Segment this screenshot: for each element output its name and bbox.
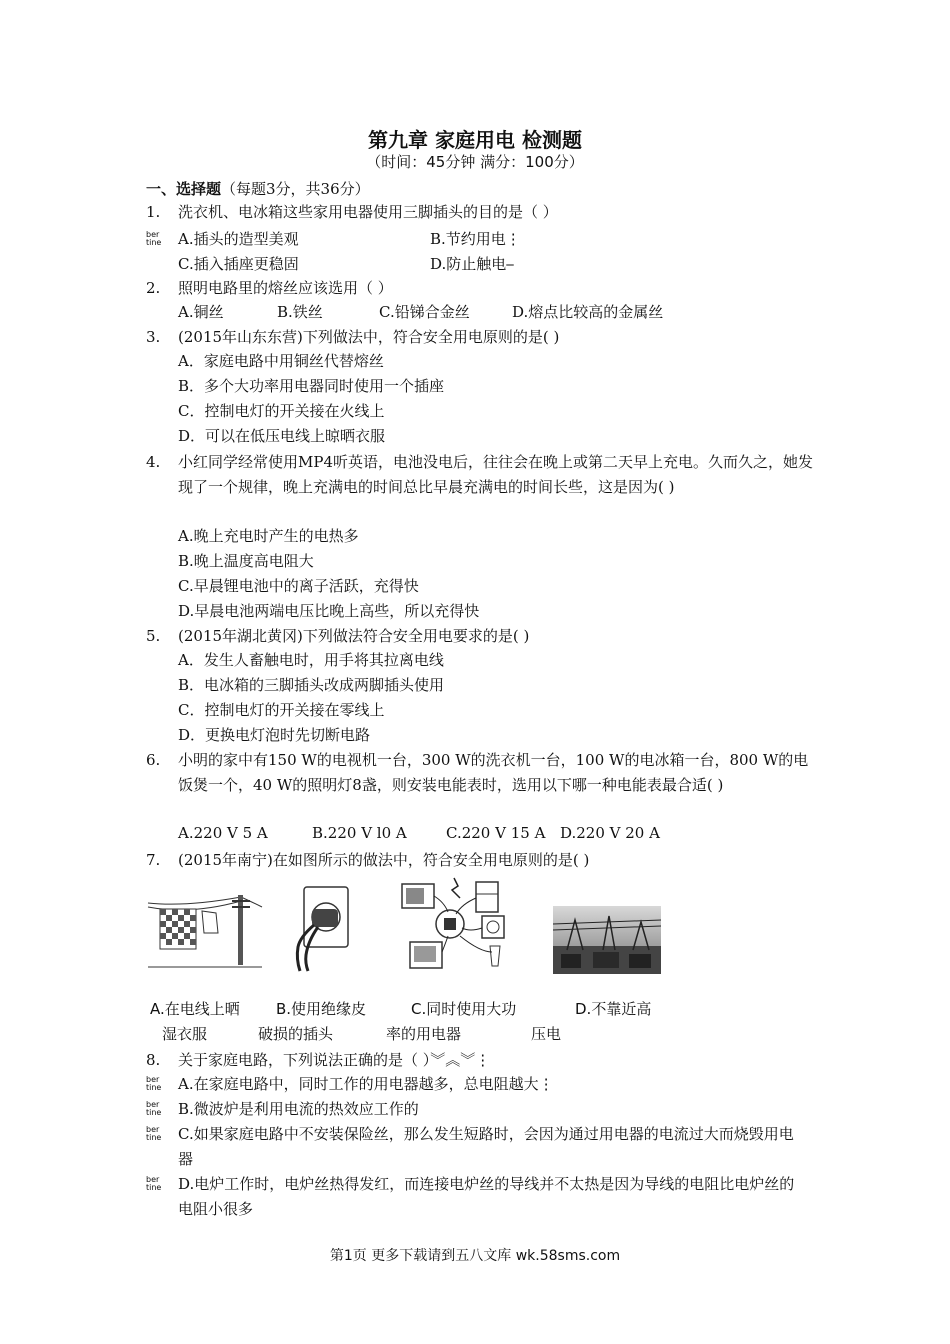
question-text: 照明电路里的熔丝应该选用（ ）: [178, 279, 393, 297]
caption-a-line2: 湿衣服: [162, 1025, 208, 1043]
option-b[interactable]: B.晚上温度高电阻大: [178, 552, 314, 570]
question-number: 7.: [146, 851, 161, 869]
option-d[interactable]: D．更换电灯泡时先切断电路: [178, 726, 371, 744]
option-c[interactable]: C.铅锑合金丝: [379, 303, 470, 321]
damaged-plug-image: [290, 885, 352, 973]
option-a[interactable]: A．发生人畜触电时，用手将其拉离电线: [178, 651, 444, 669]
caption-b-line2: 破损的插头: [258, 1025, 334, 1043]
section-note: （每题3分，共36分）: [221, 180, 370, 198]
caption-d-line1[interactable]: D.不靠近高: [575, 1000, 652, 1018]
option-c-text: C.如果家庭电路中不安装保险丝，那么发生短路时，会因为通过用电器的电流过大而烧毁用电器: [178, 1125, 794, 1168]
option-a[interactable]: A.铜丝: [178, 303, 224, 321]
overloaded-socket-image: [400, 872, 518, 974]
option-b[interactable]: B.220 V l0 A: [312, 824, 407, 842]
option-b[interactable]: B．电冰箱的三脚插头改成两脚插头使用: [178, 676, 445, 694]
option-c[interactable]: C．控制电灯的开关接在火线上: [178, 402, 385, 420]
section-heading: [146, 178, 370, 199]
question-number: 4.: [146, 453, 161, 471]
high-voltage-station-image: [553, 906, 661, 974]
margin-mark: ber tine: [146, 1175, 162, 1192]
margin-mark: ber tine: [146, 230, 162, 247]
question-number: 3.: [146, 328, 161, 346]
question-number: 2.: [146, 279, 161, 297]
option-a[interactable]: A.插头的造型美观: [178, 230, 299, 248]
question-text: 关于家庭电路，下列说法正确的是（ ）︾︽︾⋮: [178, 1051, 491, 1069]
option-d[interactable]: D.熔点比较高的金属丝: [512, 303, 664, 321]
option-b[interactable]: B.铁丝: [277, 303, 323, 321]
question-text: 小红同学经常使用MP4听英语，电池没电后，往往会在晚上或第二天早上充电。久而久之，她发现了一个规律，晚上充满电的时间总比早晨充满电的时间长些，这是因为( ): [178, 453, 813, 496]
option-d[interactable]: D.220 V 20 A: [560, 824, 660, 842]
caption-b-line1[interactable]: B.使用绝缘皮: [276, 1000, 367, 1018]
option-d[interactable]: D．可以在低压电线上晾晒衣服: [178, 427, 386, 445]
option-d[interactable]: D.防止触电⎯: [430, 255, 514, 273]
question-number: 8.: [146, 1051, 161, 1069]
option-b[interactable]: B.节约用电⋮: [430, 230, 521, 248]
question-number: 1.: [146, 203, 161, 221]
option-b[interactable]: B．多个大功率用电器同时使用一个插座: [178, 377, 445, 395]
option-c[interactable]: C．控制电灯的开关接在零线上: [178, 701, 385, 719]
option-a[interactable]: A.220 V 5 A: [178, 824, 268, 842]
question-number: 6.: [146, 751, 161, 769]
question-4: [146, 450, 816, 525]
question-number: 5.: [146, 627, 161, 645]
option-c[interactable]: C.220 V 15 A: [446, 824, 546, 842]
option-d-text: D.电炉工作时，电炉丝热得发红，而连接电炉丝的导线并不太热是因为导线的电阻比电炉丝的电阻小很多: [178, 1175, 795, 1218]
caption-d-line2: 压电: [531, 1025, 562, 1043]
page-subtitle: （时间：45分钟 满分：100分）: [366, 153, 584, 171]
question-text: (2015年山东东营)下列做法中，符合安全用电原则的是( ): [178, 328, 560, 346]
caption-c-line1[interactable]: C.同时使用大功: [411, 1000, 517, 1018]
margin-mark: ber tine: [146, 1075, 162, 1092]
option-d[interactable]: D.早晨电池两端电压比晚上高些，所以充得快: [178, 602, 480, 620]
caption-c-line2: 率的用电器: [386, 1025, 462, 1043]
option-c[interactable]: C.早晨锂电池中的离子活跃，充得快: [178, 577, 419, 595]
option-b[interactable]: B.微波炉是利用电流的热效应工作的: [178, 1100, 419, 1118]
page-footer: 第1页 更多下载请到五八文库 wk.58sms.com: [329, 1248, 621, 1264]
question-6: [146, 748, 816, 823]
question-text: (2015年南宁)在如图所示的做法中，符合安全用电原则的是( ): [178, 851, 590, 869]
question-text: 洗衣机、电冰箱这些家用电器使用三脚插头的目的是（ ）: [178, 203, 558, 221]
wet-clothes-on-wire-image: [146, 893, 264, 971]
section-label: 一、选择题: [146, 180, 222, 198]
option-a[interactable]: A．家庭电路中用铜丝代替熔丝: [178, 352, 384, 370]
page-title: 第九章 家庭用电 检测题: [368, 128, 582, 152]
option-d[interactable]: [178, 1172, 814, 1222]
option-a[interactable]: A.在家庭电路中，同时工作的用电器越多，总电阻越大⋮: [178, 1075, 554, 1093]
margin-mark: ber tine: [146, 1100, 162, 1117]
caption-a-line1[interactable]: A.在电线上晒: [150, 1000, 240, 1018]
question-text: 小明的家中有150 W的电视机一台，300 W的洗衣机一台，100 W的电冰箱一台，800 W的电饭煲一个，40 W的照明灯8盏，则安装电能表时，选用以下哪一种电能表最合适( ): [178, 751, 809, 794]
option-c[interactable]: C.插入插座更稳固: [178, 255, 299, 273]
question-text: (2015年湖北黄冈)下列做法符合安全用电要求的是( ): [178, 627, 530, 645]
option-a[interactable]: A.晚上充电时产生的电热多: [178, 527, 359, 545]
margin-mark: ber tine: [146, 1125, 162, 1142]
option-c[interactable]: [178, 1122, 814, 1172]
